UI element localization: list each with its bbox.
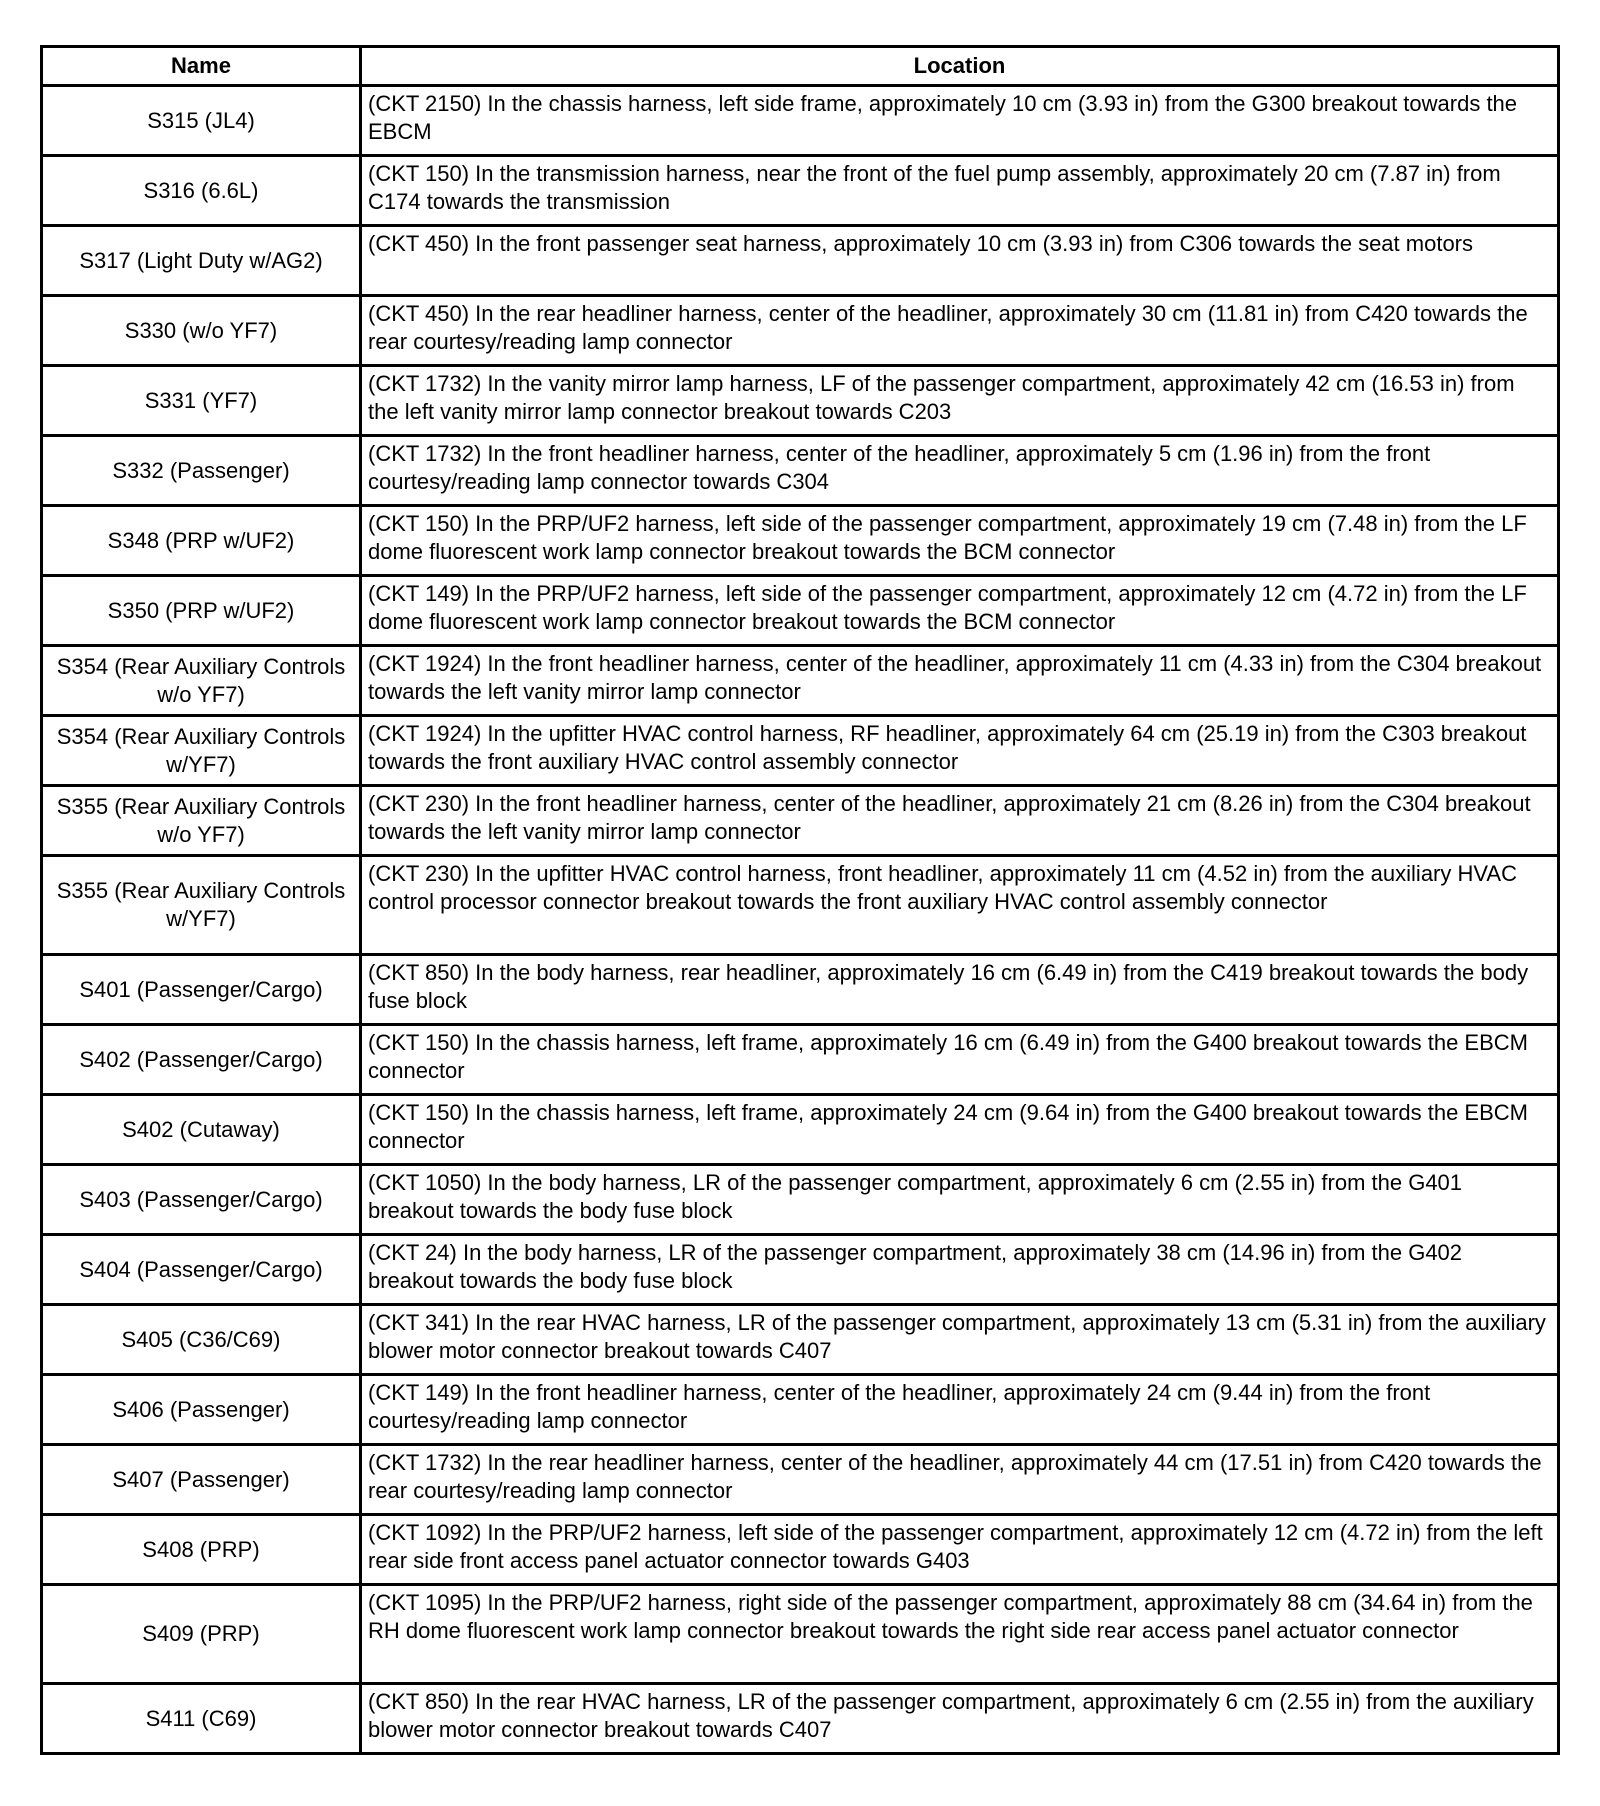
splice-name: S408 (PRP) xyxy=(42,1515,361,1585)
splice-location: (CKT 1924) In the upfitter HVAC control harness, RF headliner, approximately 64 cm (25.19 in) from the C303 breakout towards the front auxiliary HVAC control assembly connector xyxy=(361,716,1559,786)
splice-location-table xyxy=(40,45,1560,1755)
splice-name: S407 (Passenger) xyxy=(42,1445,361,1515)
splice-name: S348 (PRP w/UF2) xyxy=(42,506,361,576)
table-row xyxy=(42,786,1559,856)
splice-name: S404 (Passenger/Cargo) xyxy=(42,1235,361,1305)
table-row xyxy=(42,1515,1559,1585)
splice-name: S354 (Rear Auxiliary Controls w/YF7) xyxy=(42,716,361,786)
splice-name: S411 (C69) xyxy=(42,1684,361,1754)
splice-location: (CKT 150) In the chassis harness, left frame, approximately 16 cm (6.49 in) from the G400 breakout towards the EBCM connector xyxy=(361,1025,1559,1095)
table-row xyxy=(42,86,1559,156)
splice-name: S409 (PRP) xyxy=(42,1585,361,1684)
splice-location: (CKT 1050) In the body harness, LR of the passenger compartment, approximately 6 cm (2.55 in) from the G401 breakout towards the body fuse block xyxy=(361,1165,1559,1235)
table-row xyxy=(42,1305,1559,1375)
table-row xyxy=(42,1095,1559,1165)
splice-name: S406 (Passenger) xyxy=(42,1375,361,1445)
splice-name: S350 (PRP w/UF2) xyxy=(42,576,361,646)
table-row xyxy=(42,856,1559,955)
splice-name: S331 (YF7) xyxy=(42,366,361,436)
splice-location: (CKT 1092) In the PRP/UF2 harness, left side of the passenger compartment, approximately 12 cm (4.72 in) from the left rear side front access panel actuator connector towards G403 xyxy=(361,1515,1559,1585)
table-row xyxy=(42,1235,1559,1305)
splice-location: (CKT 150) In the chassis harness, left frame, approximately 24 cm (9.64 in) from the G400 breakout towards the EBCM connector xyxy=(361,1095,1559,1165)
table-row xyxy=(42,1585,1559,1684)
splice-name: S401 (Passenger/Cargo) xyxy=(42,955,361,1025)
table-row xyxy=(42,576,1559,646)
splice-name: S355 (Rear Auxiliary Controls w/o YF7) xyxy=(42,786,361,856)
table-row xyxy=(42,366,1559,436)
splice-name: S330 (w/o YF7) xyxy=(42,296,361,366)
splice-name: S316 (6.6L) xyxy=(42,156,361,226)
name-column-header: Name xyxy=(42,47,361,86)
splice-location: (CKT 150) In the PRP/UF2 harness, left side of the passenger compartment, approximately 19 cm (7.48 in) from the LF dome fluorescent work lamp connector breakout towards the BCM connector xyxy=(361,506,1559,576)
splice-location: (CKT 850) In the body harness, rear headliner, approximately 16 cm (6.49 in) from the C419 breakout towards the body fuse block xyxy=(361,955,1559,1025)
table-row xyxy=(42,506,1559,576)
splice-name: S402 (Passenger/Cargo) xyxy=(42,1025,361,1095)
table-row xyxy=(42,1375,1559,1445)
splice-location: (CKT 150) In the transmission harness, near the front of the fuel pump assembly, approximately 20 cm (7.87 in) from C174 towards the transmission xyxy=(361,156,1559,226)
splice-name: S354 (Rear Auxiliary Controls w/o YF7) xyxy=(42,646,361,716)
table-row xyxy=(42,1165,1559,1235)
table-row xyxy=(42,1684,1559,1754)
splice-name: S332 (Passenger) xyxy=(42,436,361,506)
splice-location: (CKT 1732) In the vanity mirror lamp harness, LF of the passenger compartment, approximately 42 cm (16.53 in) from the left vanity mirror lamp connector breakout towards C203 xyxy=(361,366,1559,436)
splice-location: (CKT 1732) In the front headliner harness, center of the headliner, approximately 5 cm (1.96 in) from the front courtesy/reading lamp connector towards C304 xyxy=(361,436,1559,506)
splice-name: S405 (C36/C69) xyxy=(42,1305,361,1375)
splice-name: S315 (JL4) xyxy=(42,86,361,156)
splice-location: (CKT 1924) In the front headliner harness, center of the headliner, approximately 11 cm (4.33 in) from the C304 breakout towards the left vanity mirror lamp connector xyxy=(361,646,1559,716)
splice-name: S403 (Passenger/Cargo) xyxy=(42,1165,361,1235)
header-row xyxy=(42,47,1559,86)
splice-location: (CKT 341) In the rear HVAC harness, LR of the passenger compartment, approximately 13 cm (5.31 in) from the auxiliary blower motor connector breakout towards C407 xyxy=(361,1305,1559,1375)
splice-name: S402 (Cutaway) xyxy=(42,1095,361,1165)
splice-location: (CKT 230) In the front headliner harness, center of the headliner, approximately 21 cm (8.26 in) from the C304 breakout towards the left vanity mirror lamp connector xyxy=(361,786,1559,856)
table-row xyxy=(42,296,1559,366)
table-row xyxy=(42,716,1559,786)
splice-location: (CKT 450) In the rear headliner harness, center of the headliner, approximately 30 cm (11.81 in) from C420 towards the rear courtesy/reading lamp connector xyxy=(361,296,1559,366)
splice-location: (CKT 149) In the front headliner harness, center of the headliner, approximately 24 cm (9.44 in) from the front courtesy/reading lamp connector xyxy=(361,1375,1559,1445)
splice-location: (CKT 2150) In the chassis harness, left side frame, approximately 10 cm (3.93 in) from the G300 breakout towards the EBCM xyxy=(361,86,1559,156)
splice-location: (CKT 1095) In the PRP/UF2 harness, right side of the passenger compartment, approximately 88 cm (34.64 in) from the RH dome fluorescent work lamp connector breakout towards the right side rear access panel actuator connector xyxy=(361,1585,1559,1684)
table-row xyxy=(42,1445,1559,1515)
splice-location: (CKT 450) In the front passenger seat harness, approximately 10 cm (3.93 in) from C306 towards the seat motors xyxy=(361,226,1559,296)
splice-location: (CKT 1732) In the rear headliner harness, center of the headliner, approximately 44 cm (17.51 in) from C420 towards the rear courtesy/reading lamp connector xyxy=(361,1445,1559,1515)
location-column-header: Location xyxy=(361,47,1559,86)
splice-name: S317 (Light Duty w/AG2) xyxy=(42,226,361,296)
table-row xyxy=(42,226,1559,296)
splice-location: (CKT 230) In the upfitter HVAC control harness, front headliner, approximately 11 cm (4.52 in) from the auxiliary HVAC control processor connector breakout towards the front auxiliary HVAC control assembly connector xyxy=(361,856,1559,955)
splice-location: (CKT 24) In the body harness, LR of the passenger compartment, approximately 38 cm (14.96 in) from the G402 breakout towards the body fuse block xyxy=(361,1235,1559,1305)
splice-location: (CKT 149) In the PRP/UF2 harness, left side of the passenger compartment, approximately 12 cm (4.72 in) from the LF dome fluorescent work lamp connector breakout towards the BCM connector xyxy=(361,576,1559,646)
table-row xyxy=(42,156,1559,226)
splice-name: S355 (Rear Auxiliary Controls w/YF7) xyxy=(42,856,361,955)
table-row xyxy=(42,646,1559,716)
splice-location: (CKT 850) In the rear HVAC harness, LR of the passenger compartment, approximately 6 cm (2.55 in) from the auxiliary blower motor connector breakout towards C407 xyxy=(361,1684,1559,1754)
table-row xyxy=(42,1025,1559,1095)
table-row xyxy=(42,955,1559,1025)
table-row xyxy=(42,436,1559,506)
